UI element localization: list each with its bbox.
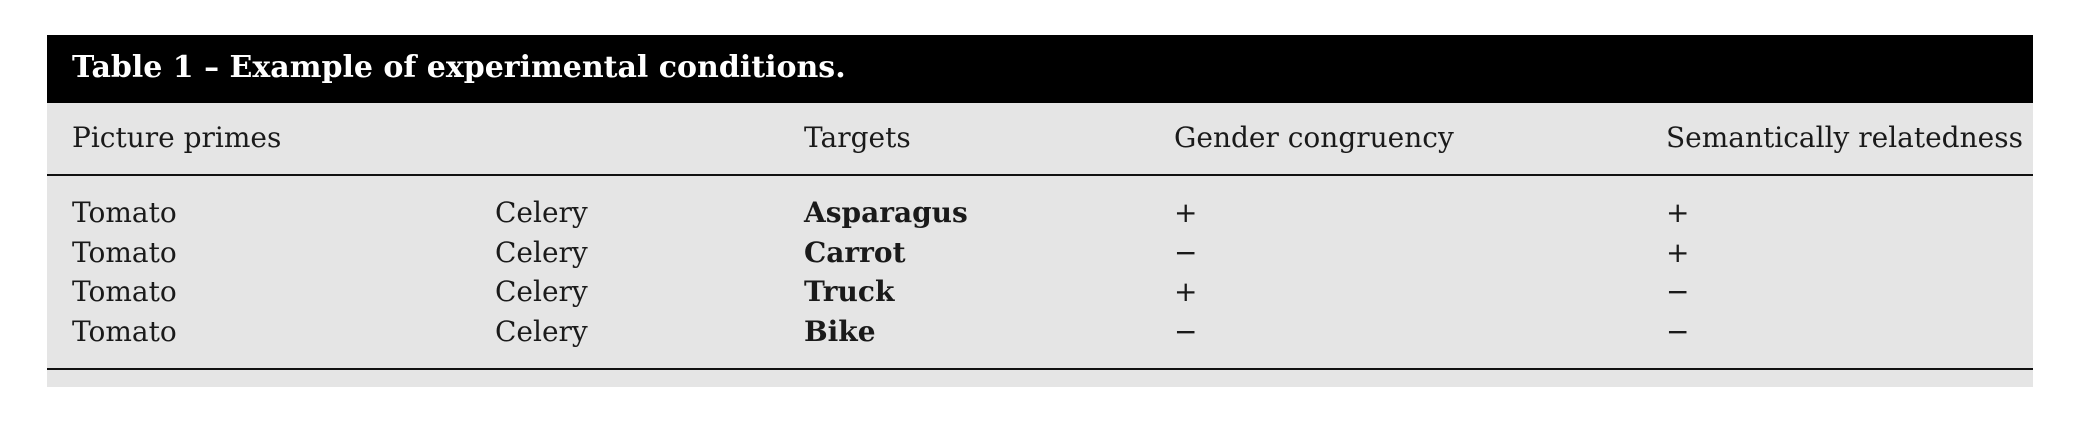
row-1-semantic: + — [1666, 196, 1690, 229]
row-2-gender: − — [1174, 236, 1198, 269]
experimental-conditions-table — [47, 35, 2033, 387]
header-targets: Targets — [804, 121, 911, 154]
table-title-bar — [47, 35, 2033, 103]
row-4-gender: − — [1174, 315, 1198, 348]
row-3-prime-2: Celery — [495, 275, 588, 308]
bottom-rule — [47, 368, 2033, 370]
header-picture-primes: Picture primes — [72, 121, 282, 154]
row-3-target: Truck — [804, 275, 895, 308]
row-1-target: Asparagus — [804, 196, 968, 229]
row-1-prime-2: Celery — [495, 196, 588, 229]
row-3-semantic: − — [1666, 275, 1690, 308]
row-1-prime-1: Tomato — [72, 196, 177, 229]
row-3-gender: + — [1174, 275, 1198, 308]
row-2-semantic: + — [1666, 236, 1690, 269]
row-4-target: Bike — [804, 315, 876, 348]
row-3-prime-1: Tomato — [72, 275, 177, 308]
header-gender-congruency: Gender congruency — [1174, 121, 1454, 154]
row-4-prime-2: Celery — [495, 315, 588, 348]
row-4-prime-1: Tomato — [72, 315, 177, 348]
row-2-prime-1: Tomato — [72, 236, 177, 269]
row-2-prime-2: Celery — [495, 236, 588, 269]
row-4-semantic: − — [1666, 315, 1690, 348]
table-title: Table 1 – Example of experimental conditions. — [72, 50, 846, 85]
header-semantic-relatedness: Semantically relatedness — [1666, 121, 2023, 154]
header-rule — [47, 174, 2033, 176]
row-2-target: Carrot — [804, 236, 906, 269]
row-1-gender: + — [1174, 196, 1198, 229]
